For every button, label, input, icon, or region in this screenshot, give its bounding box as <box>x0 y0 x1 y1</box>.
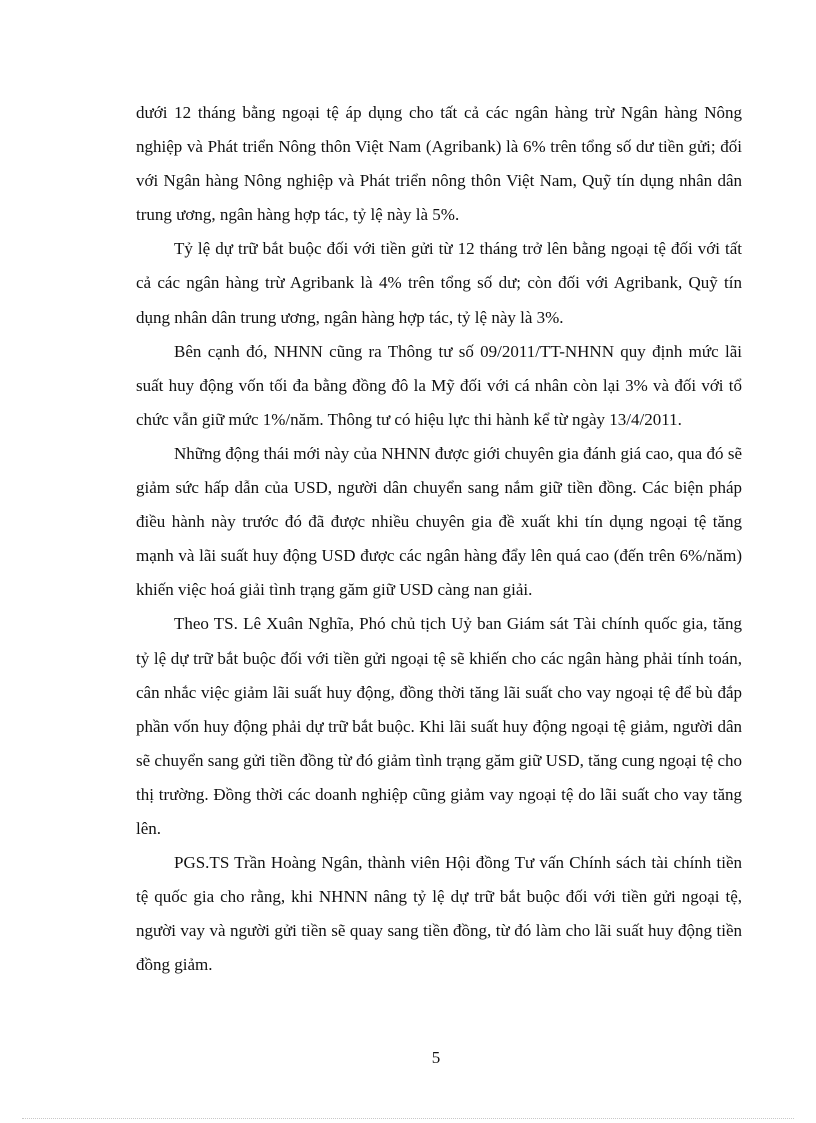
paragraph-reserve-ratio: Tỷ lệ dự trữ bắt buộc đối với tiền gửi từ 12 tháng trở lên bằng ngoại tệ đối với tất cả các ngân hàng trừ Agribank là 4% trên tổng số dư; còn đối với Agribank, Quỹ tín dụng nhân dân trung ương, ngân hàng hợp tác, tỷ lệ này là 3%. <box>136 239 742 327</box>
paragraph-tran-hoang-ngan: PGS.TS Trần Hoàng Ngân, thành viên Hội đồng Tư vấn Chính sách tài chính tiền tệ quốc gia cho rằng, khi NHNN nâng tỷ lệ dự trữ bắt buộc đối với tiền gửi ngoại tệ, người vay và người gửi tiền sẽ quay sang tiền đồng, từ đó làm cho lãi suất huy động tiền đồng giảm. <box>136 853 742 975</box>
body-text <box>136 96 742 982</box>
page-bottom-border <box>22 1118 794 1119</box>
page-number: 5 <box>431 1048 441 1067</box>
paragraph-expert-opinion: Những động thái mới này của NHNN được giới chuyên gia đánh giá cao, qua đó sẽ giảm sức hấp dẫn của USD, người dân chuyển sang nắm giữ tiền đồng. Các biện pháp điều hành này trước đó đã được nhiều chuyên gia đề xuất khi tín dụng ngoại tệ tăng mạnh và lãi suất huy động USD được các ngân hàng đẩy lên quá cao (đến trên 6%/năm) khiến việc hoá giải tình trạng găm giữ USD càng nan giải. <box>136 443 742 600</box>
paragraph-circular: Bên cạnh đó, NHNN cũng ra Thông tư số 09/2011/TT-NHNN quy định mức lãi suất huy động vốn tối đa bằng đồng đô la Mỹ đối với cá nhân còn lại 3% và đối với tổ chức vẫn giữ mức 1%/năm. Thông tư có hiệu lực thi hành kể từ ngày 13/4/2011. <box>136 341 742 429</box>
paragraph-le-xuan-nghia: Theo TS. Lê Xuân Nghĩa, Phó chủ tịch Uỷ ban Giám sát Tài chính quốc gia, tăng tỷ lệ dự trữ bắt buộc đối với tiền gửi ngoại tệ sẽ khiến cho các ngân hàng phải tính toán, cân nhắc việc giảm lãi suất huy động, đồng thời tăng lãi suất cho vay ngoại tệ để bù đắp phần vốn huy động phải dự trữ bắt buộc. Khi lãi suất huy động ngoại tệ giảm, người dân sẽ chuyển sang gửi tiền đồng từ đó giảm tình trạng găm giữ USD, tăng cung ngoại tệ cho thị trường. Đồng thời các doanh nghiệp cũng giảm vay ngoại tệ do lãi suất cho vay tăng lên. <box>136 614 743 838</box>
paragraph-continuation: dưới 12 tháng bằng ngoại tệ áp dụng cho tất cả các ngân hàng trừ Ngân hàng Nông nghiệp và Phát triển Nông thôn Việt Nam (Agribank) là 6% trên tổng số dư tiền gửi; đối với Ngân hàng Nông nghiệp và Phát triển nông thôn Việt Nam, Quỹ tín dụng nhân dân trung ương, ngân hàng hợp tác, tỷ lệ này là 5%. <box>136 103 742 225</box>
